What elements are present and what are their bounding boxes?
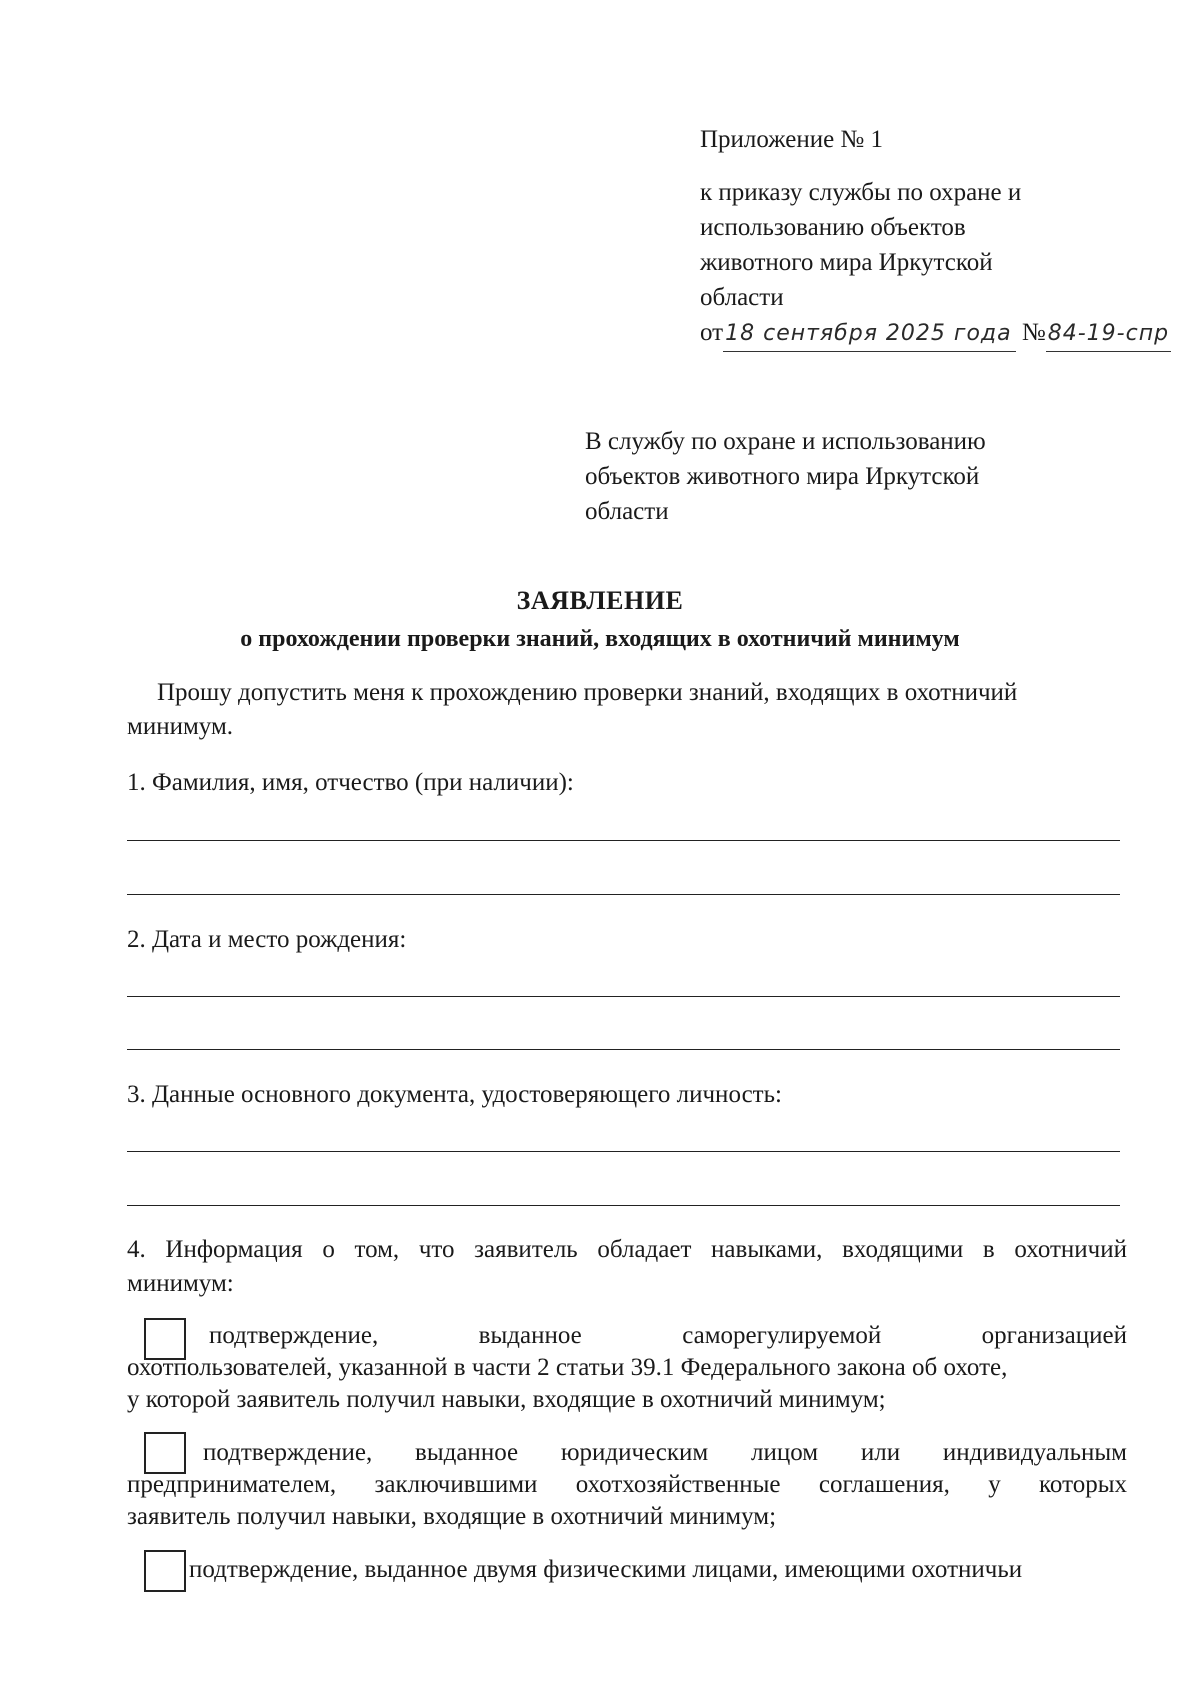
annex-block	[700, 122, 1170, 352]
intro-line: минимум.	[127, 713, 234, 740]
field-label-skills	[127, 1233, 1127, 1301]
order-date-handwritten: 18 сентября 2025 года	[723, 316, 1016, 352]
order-number-label: №	[1021, 319, 1046, 346]
addressee-line: области	[585, 498, 669, 525]
birth-line-1[interactable]	[127, 996, 1120, 997]
order-reference	[700, 315, 1170, 352]
intro-line: Прошу допустить меня к прохождению проверки знаний, входящих в охотничий	[157, 679, 1018, 706]
identity-document-line-2[interactable]	[127, 1205, 1120, 1206]
option-2	[127, 1437, 1127, 1533]
annex-line: области	[700, 284, 784, 311]
document-subtitle: о прохождении проверки знаний, входящих в охотничий минимум	[240, 626, 960, 652]
annex-line: к приказу службы по охране и	[700, 179, 1022, 206]
field-label-birth: 2. Дата и место рождения:	[127, 926, 407, 953]
option-3	[127, 1554, 1127, 1586]
option-2-line: подтверждение, выданное юридическим лицом или индивидуальным	[203, 1439, 1127, 1466]
field-label-full-name: 1. Фамилия, имя, отчество (при наличии):	[127, 769, 574, 796]
option-2-line: заявитель получил навыки, входящие в охотничий минимум;	[127, 1503, 777, 1530]
annex-title: Приложение № 1	[700, 126, 884, 153]
skills-line: минимум:	[127, 1270, 234, 1297]
birth-line-2[interactable]	[127, 1049, 1120, 1050]
addressee-block	[585, 424, 1085, 529]
intro-paragraph	[127, 676, 1127, 744]
field-label-identity-document: 3. Данные основного документа, удостоверяющего личность:	[127, 1081, 782, 1108]
full-name-line-2[interactable]	[127, 894, 1120, 895]
option-2-line: предпринимателем, заключившими охотхозяйственные соглашения, у которых	[127, 1471, 1127, 1498]
skills-line: 4. Информация о том, что заявитель обладает навыками, входящими в охотничий	[127, 1236, 1127, 1263]
order-prefix: от	[700, 319, 724, 346]
addressee-line: В службу по охране и использованию	[585, 428, 986, 455]
option-3-line: подтверждение, выданное двумя физическими лицами, имеющими охотничьи	[189, 1556, 1023, 1583]
option-1-line: охотпользователей, указанной в части 2 статьи 39.1 Федерального закона об охоте,	[127, 1354, 1008, 1381]
annex-line: животного мира Иркутской	[700, 249, 993, 276]
full-name-line-1[interactable]	[127, 840, 1120, 841]
order-number-handwritten: 84-19-спр	[1046, 316, 1171, 352]
addressee-line: объектов животного мира Иркутской	[585, 463, 980, 490]
identity-document-line-1[interactable]	[127, 1151, 1120, 1152]
option-1-line: у которой заявитель получил навыки, входящие в охотничий минимум;	[127, 1386, 886, 1413]
option-1	[127, 1320, 1127, 1416]
annex-line: использованию объектов	[700, 214, 966, 241]
option-1-line: подтверждение, выданное саморегулируемой организацией	[209, 1322, 1127, 1349]
document-title: ЗАЯВЛЕНИЕ	[516, 586, 684, 615]
